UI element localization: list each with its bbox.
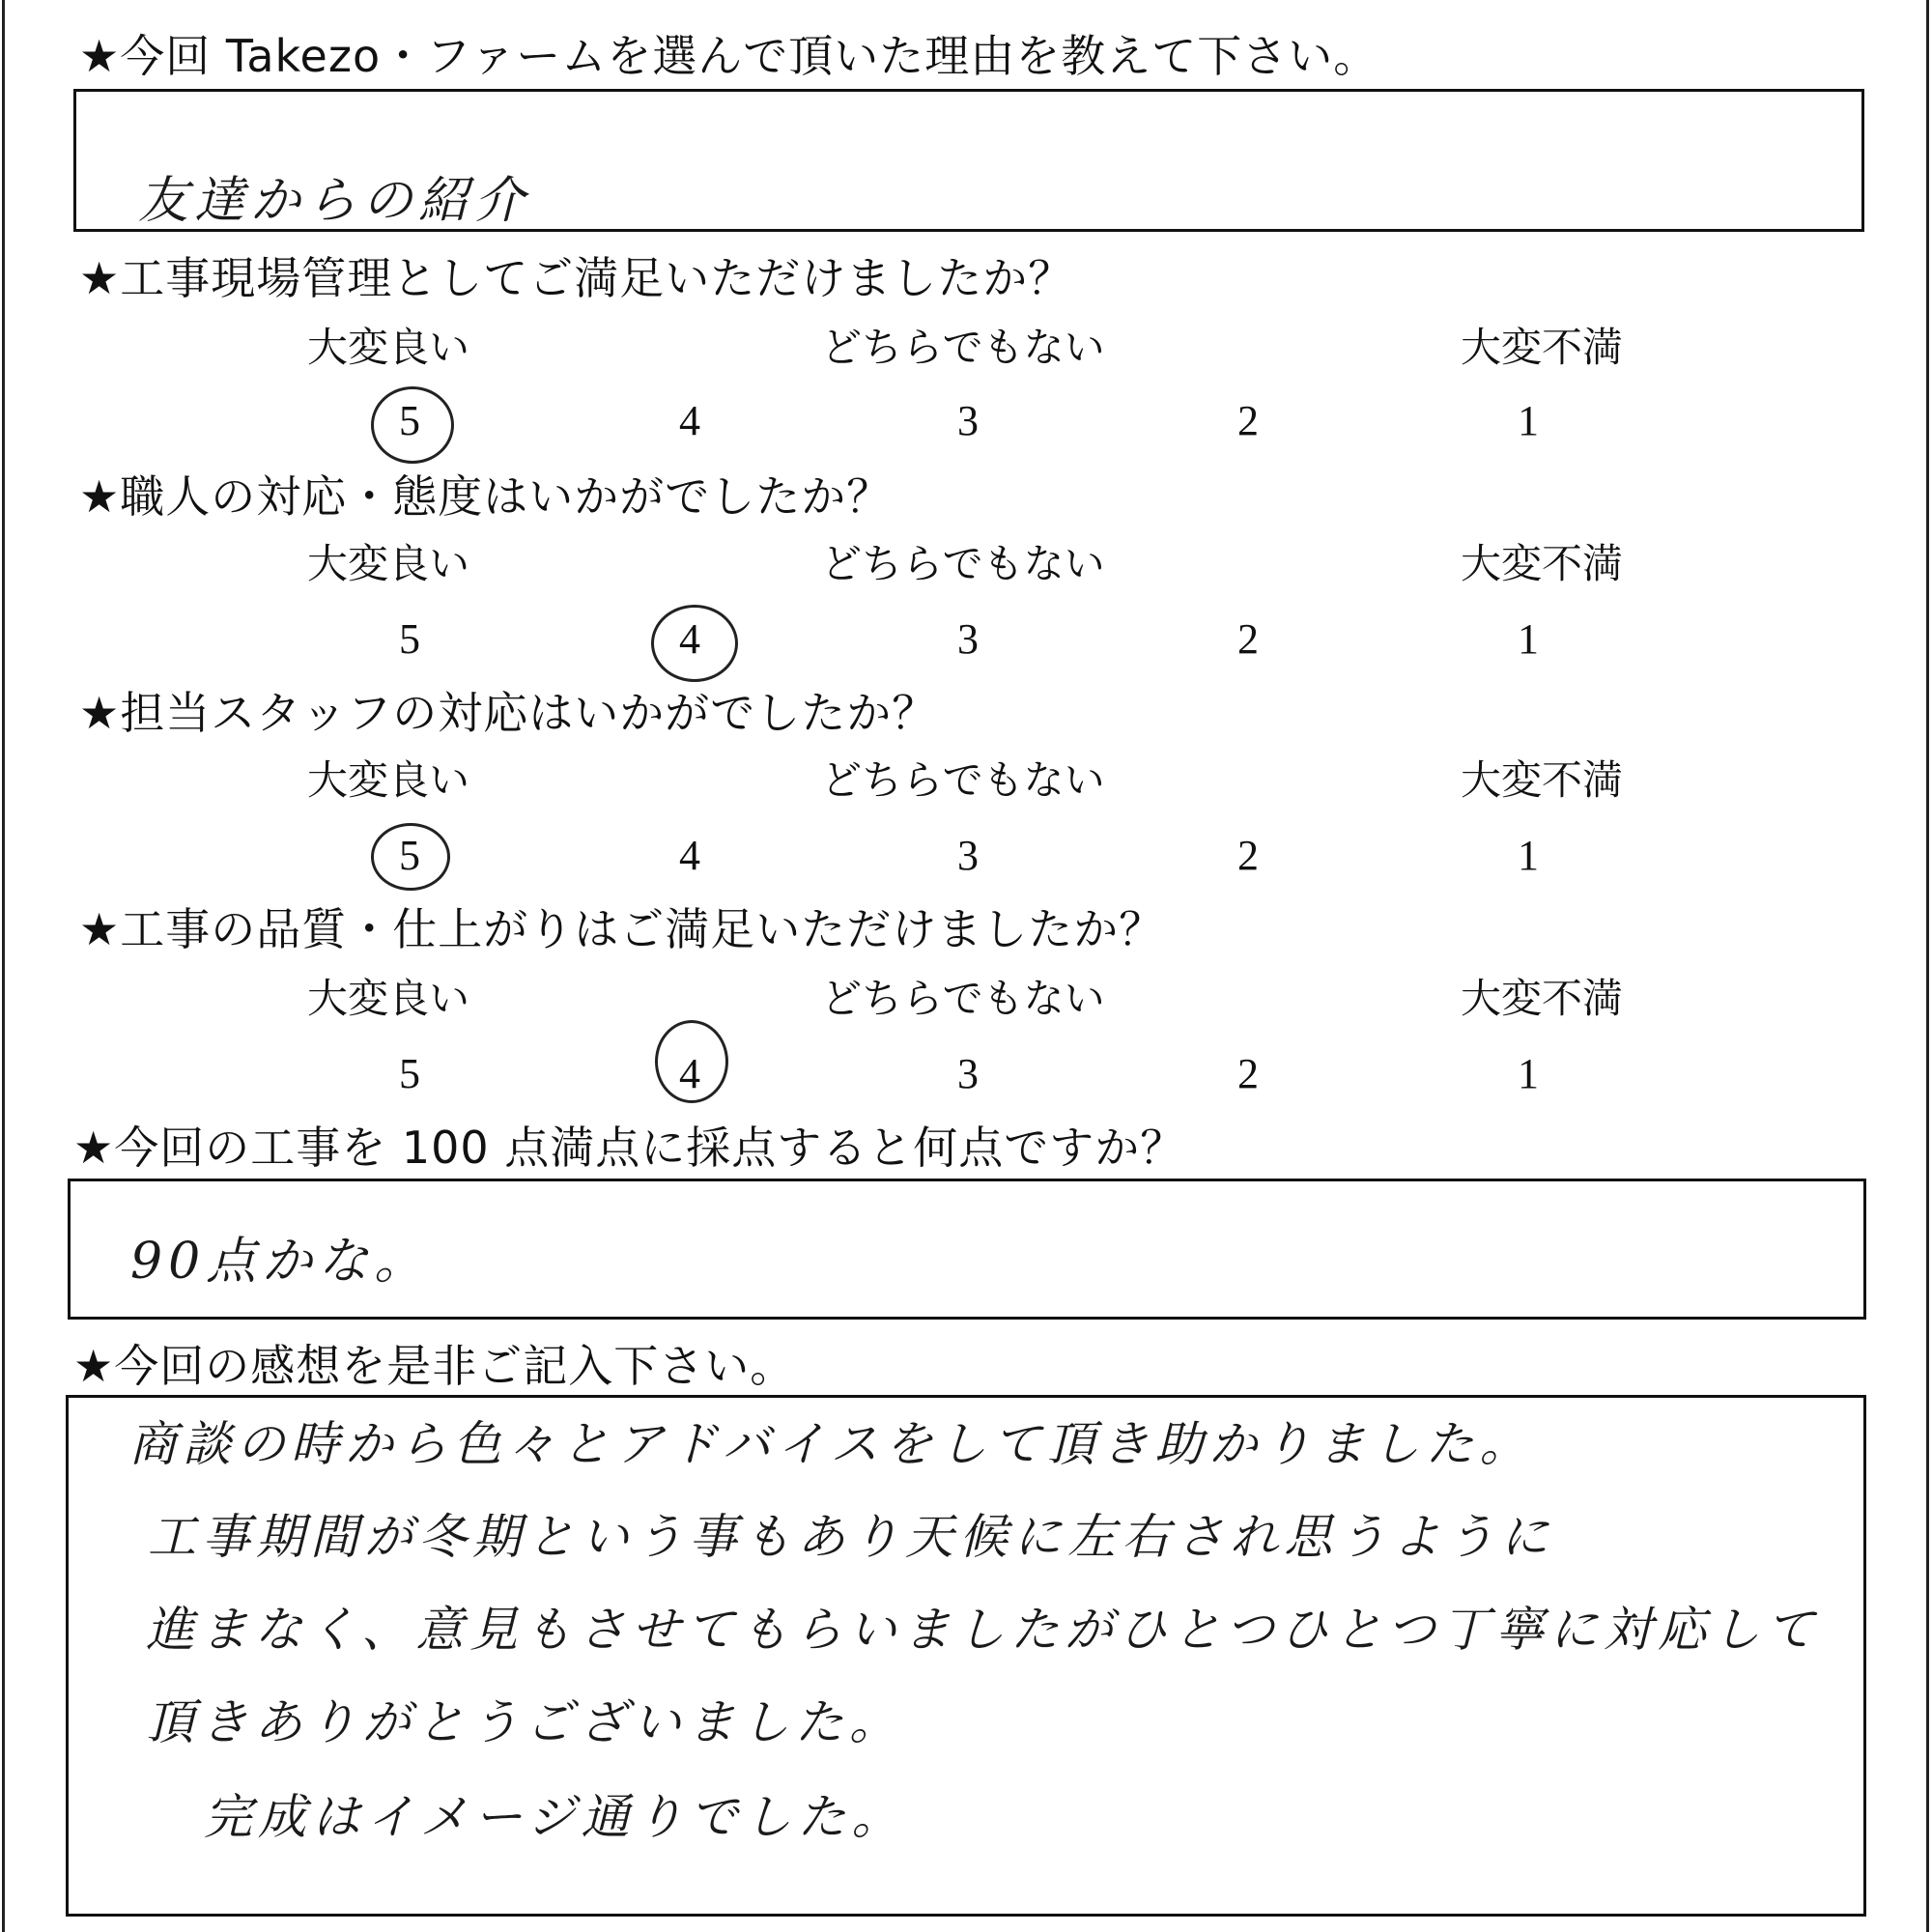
question-staff: ★担当スタッフの対応はいかがでしたか？	[79, 687, 938, 739]
answer-box-reason	[73, 89, 1864, 232]
rating-option-4: 4	[679, 1050, 700, 1097]
answer-box-comments	[66, 1395, 1866, 1917]
rating-option-4: 4	[679, 832, 700, 879]
scale-label-best: 大変良い	[307, 975, 470, 1022]
page-border-left	[2, 0, 5, 1932]
rating-option-3: 3	[957, 832, 979, 879]
question-quality: ★工事の品質・仕上がりはご満足いただけましたか？	[79, 903, 1165, 955]
rating-option-5: 5	[399, 615, 420, 663]
scale-label-worst: 大変不満	[1461, 540, 1624, 587]
question-comments: ★今回の感想を是非ご記入下さい。	[73, 1340, 796, 1392]
scale-label-worst: 大変不満	[1461, 975, 1624, 1022]
rating-option-5: 5	[399, 1050, 420, 1097]
question-score: ★今回の工事を 100 点満点に採点すると何点ですか？	[73, 1122, 1186, 1174]
scale-label-neutral: どちらでもない	[821, 324, 1105, 371]
scale-label-neutral: どちらでもない	[821, 975, 1105, 1022]
rating-option-5: 5	[399, 397, 420, 444]
answer-reason-text: 友達からの紹介	[138, 172, 531, 230]
scale-label-worst: 大変不満	[1461, 756, 1624, 804]
comment-line-5: 完成はイメージ通りでした。	[204, 1789, 906, 1845]
question-site-management: ★工事現場管理としてご満足いただけましたか？	[79, 252, 1074, 304]
rating-option-2: 2	[1237, 615, 1259, 663]
scale-label-neutral: どちらでもない	[821, 756, 1105, 804]
comment-line-3: 進まなく、意見もさせてもらいましたがひとつひとつ丁寧に対応して	[146, 1602, 1820, 1658]
rating-option-3: 3	[957, 1050, 979, 1097]
scale-label-best: 大変良い	[307, 756, 470, 804]
rating-option-1: 1	[1518, 1050, 1539, 1097]
rating-option-1: 1	[1518, 397, 1539, 444]
scale-label-worst: 大変不満	[1461, 324, 1624, 371]
rating-option-2: 2	[1237, 397, 1259, 444]
answer-score-text: 90点かな。	[130, 1233, 431, 1291]
rating-option-5: 5	[399, 832, 420, 879]
scale-label-best: 大変良い	[307, 540, 470, 587]
rating-option-2: 2	[1237, 832, 1259, 879]
question-craftsmen: ★職人の対応・態度はいかがでしたか？	[79, 470, 893, 523]
question-reason: ★今回 Takezo・ファームを選んで頂いた理由を教えて下さい。	[79, 30, 1379, 82]
answer-box-score	[68, 1179, 1866, 1320]
rating-option-1: 1	[1518, 832, 1539, 879]
scale-label-best: 大変良い	[307, 324, 470, 371]
rating-option-1: 1	[1518, 615, 1539, 663]
page-border-right	[1926, 0, 1929, 1932]
rating-option-4: 4	[679, 397, 700, 444]
rating-option-2: 2	[1237, 1050, 1259, 1097]
rating-option-3: 3	[957, 397, 979, 444]
rating-option-4: 4	[679, 615, 700, 663]
comment-line-2: 工事期間が冬期という事もあり天候に左右され思うように	[148, 1509, 1554, 1565]
rating-option-3: 3	[957, 615, 979, 663]
comment-line-4: 頂きありがとうございました。	[146, 1694, 903, 1750]
scale-label-neutral: どちらでもない	[821, 540, 1105, 587]
comment-line-1: 商談の時から色々とアドバイスをして頂き助かりました。	[128, 1416, 1534, 1472]
